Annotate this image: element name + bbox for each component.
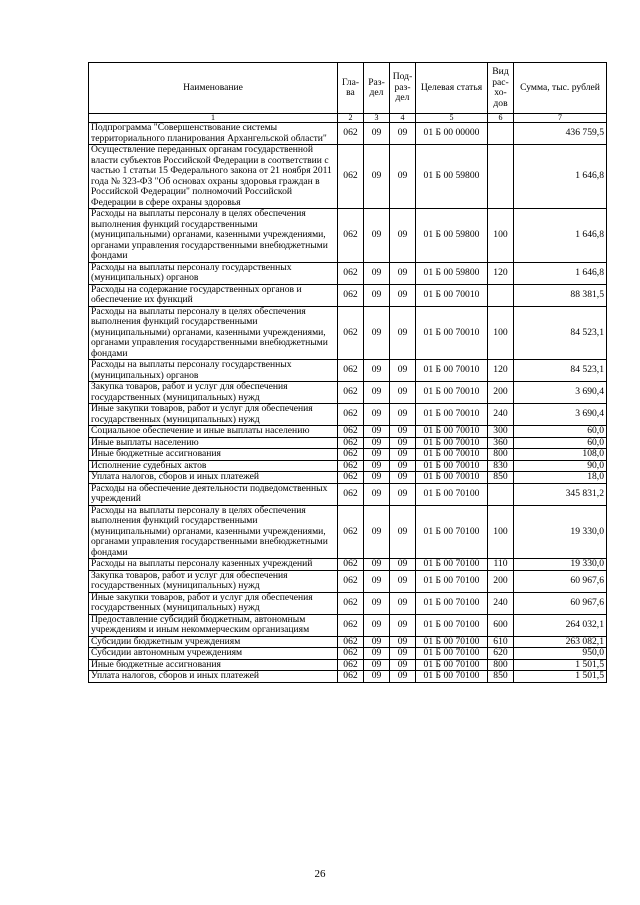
cell-section: 09: [364, 209, 390, 263]
cell-name: Закупка товаров, работ и услуг для обеспечения государственных (муниципальных) нужд: [89, 570, 338, 592]
cell-section: 09: [364, 262, 390, 284]
cell-section: 09: [364, 636, 390, 648]
cell-target: 01 Б 00 70010: [416, 472, 488, 484]
header-subsection: Под-раз-дел: [390, 63, 416, 114]
column-number: 4: [390, 114, 416, 123]
cell-section: 09: [364, 306, 390, 360]
cell-section: 09: [364, 483, 390, 505]
cell-expense-type: 800: [488, 659, 514, 671]
cell-expense-type: [488, 145, 514, 209]
cell-chapter: 062: [338, 559, 364, 571]
cell-subsection: 09: [390, 123, 416, 145]
cell-name: Подпрограмма "Совершенствование системы территориального планирования Архангельской области": [89, 123, 338, 145]
cell-section: 09: [364, 559, 390, 571]
table-row: [89, 570, 607, 592]
cell-target: 01 Б 00 70100: [416, 505, 488, 559]
cell-expense-type: 240: [488, 592, 514, 614]
cell-chapter: 062: [338, 483, 364, 505]
cell-expense-type: 360: [488, 437, 514, 449]
cell-subsection: 09: [390, 426, 416, 438]
cell-amount: 60 967,6: [514, 570, 607, 592]
cell-subsection: 09: [390, 483, 416, 505]
cell-amount: 84 523,1: [514, 306, 607, 360]
cell-target: 01 Б 00 70010: [416, 460, 488, 472]
cell-section: 09: [364, 284, 390, 306]
cell-chapter: 062: [338, 123, 364, 145]
cell-amount: 19 330,0: [514, 559, 607, 571]
cell-target: 01 Б 00 70010: [416, 437, 488, 449]
table-row: [89, 306, 607, 360]
header-row: [89, 63, 607, 114]
cell-name: Расходы на выплаты персоналу государственных (муниципальных) органов: [89, 360, 338, 382]
cell-section: 09: [364, 426, 390, 438]
cell-expense-type: 850: [488, 671, 514, 683]
cell-amount: 60 967,6: [514, 592, 607, 614]
cell-target: 01 Б 00 70100: [416, 648, 488, 660]
cell-chapter: 062: [338, 426, 364, 438]
cell-subsection: 09: [390, 360, 416, 382]
cell-name: Расходы на выплаты персоналу казенных учреждений: [89, 559, 338, 571]
cell-name: Иные бюджетные ассигнования: [89, 449, 338, 461]
cell-chapter: 062: [338, 570, 364, 592]
cell-amount: 60,0: [514, 437, 607, 449]
cell-target: 01 Б 00 70100: [416, 636, 488, 648]
header-name: Наименование: [89, 63, 338, 114]
cell-expense-type: 120: [488, 262, 514, 284]
cell-name: Расходы на выплаты персоналу в целях обеспечения выполнения функций государственными (муниципальными) органами, казенными учреждениями, органами управления государственными внебюджетными фондами: [89, 209, 338, 263]
cell-section: 09: [364, 437, 390, 449]
cell-chapter: 062: [338, 284, 364, 306]
cell-amount: 345 831,2: [514, 483, 607, 505]
cell-amount: 1 646,8: [514, 145, 607, 209]
cell-target: 01 Б 00 70100: [416, 671, 488, 683]
cell-expense-type: 610: [488, 636, 514, 648]
cell-subsection: 09: [390, 306, 416, 360]
cell-target: 01 Б 00 59800: [416, 262, 488, 284]
cell-amount: 19 330,0: [514, 505, 607, 559]
cell-amount: 436 759,5: [514, 123, 607, 145]
cell-section: 09: [364, 648, 390, 660]
cell-section: 09: [364, 472, 390, 484]
cell-section: 09: [364, 614, 390, 636]
cell-target: 01 Б 00 70100: [416, 570, 488, 592]
cell-subsection: 09: [390, 636, 416, 648]
header-expense-type: Вид рас-хо-дов: [488, 63, 514, 114]
cell-subsection: 09: [390, 145, 416, 209]
cell-section: 09: [364, 360, 390, 382]
cell-chapter: 062: [338, 437, 364, 449]
cell-name: Расходы на выплаты персоналу в целях обеспечения выполнения функций государственными (муниципальными) органами, казенными учреждениями, органами управления государственными внебюджетными фондами: [89, 505, 338, 559]
cell-expense-type: [488, 123, 514, 145]
cell-amount: 263 082,1: [514, 636, 607, 648]
table-body: [89, 123, 607, 683]
cell-expense-type: 600: [488, 614, 514, 636]
cell-chapter: 062: [338, 614, 364, 636]
cell-subsection: 09: [390, 592, 416, 614]
header-section: Раз-дел: [364, 63, 390, 114]
cell-subsection: 09: [390, 382, 416, 404]
cell-chapter: 062: [338, 449, 364, 461]
cell-name: Иные бюджетные ассигнования: [89, 659, 338, 671]
header-amount: Сумма, тыс. рублей: [514, 63, 607, 114]
cell-subsection: 09: [390, 659, 416, 671]
cell-name: Уплата налогов, сборов и иных платежей: [89, 472, 338, 484]
cell-target: 01 Б 00 70100: [416, 559, 488, 571]
header-chapter: Гла-ва: [338, 63, 364, 114]
table-row: [89, 659, 607, 671]
table-row: [89, 262, 607, 284]
cell-section: 09: [364, 570, 390, 592]
cell-expense-type: 300: [488, 426, 514, 438]
cell-subsection: 09: [390, 460, 416, 472]
column-number: 6: [488, 114, 514, 123]
cell-amount: 1 501,5: [514, 671, 607, 683]
cell-name: Расходы на содержание государственных органов и обеспечение их функций: [89, 284, 338, 306]
cell-name: Уплата налогов, сборов и иных платежей: [89, 671, 338, 683]
cell-target: 01 Б 00 70010: [416, 382, 488, 404]
cell-expense-type: 800: [488, 449, 514, 461]
cell-name: Расходы на выплаты персоналу в целях обеспечения выполнения функций государственными (муниципальными) органами, казенными учреждениями, органами управления государственными внебюджетными фондами: [89, 306, 338, 360]
cell-section: 09: [364, 145, 390, 209]
cell-target: 01 Б 00 59800: [416, 145, 488, 209]
table-row: [89, 145, 607, 209]
cell-chapter: 062: [338, 262, 364, 284]
cell-name: Иные закупки товаров, работ и услуг для обеспечения государственных (муниципальных) нужд: [89, 404, 338, 426]
table-row: [89, 592, 607, 614]
cell-target: 01 Б 00 70100: [416, 483, 488, 505]
table-row: [89, 426, 607, 438]
cell-subsection: 09: [390, 671, 416, 683]
cell-amount: 60,0: [514, 426, 607, 438]
table-row: [89, 472, 607, 484]
cell-chapter: 062: [338, 648, 364, 660]
cell-chapter: 062: [338, 460, 364, 472]
cell-section: 09: [364, 671, 390, 683]
cell-expense-type: 200: [488, 570, 514, 592]
cell-section: 09: [364, 382, 390, 404]
cell-name: Предоставление субсидий бюджетным, автономным учреждениям и иным некоммерческим организациям: [89, 614, 338, 636]
cell-section: 09: [364, 659, 390, 671]
cell-target: 01 Б 00 70100: [416, 592, 488, 614]
cell-chapter: 062: [338, 671, 364, 683]
table-row: [89, 123, 607, 145]
cell-subsection: 09: [390, 648, 416, 660]
cell-target: 01 Б 00 70010: [416, 360, 488, 382]
cell-chapter: 062: [338, 659, 364, 671]
cell-amount: 84 523,1: [514, 360, 607, 382]
table-row: [89, 505, 607, 559]
cell-chapter: 062: [338, 592, 364, 614]
cell-chapter: 062: [338, 360, 364, 382]
cell-target: 01 Б 00 70100: [416, 614, 488, 636]
table-row: [89, 284, 607, 306]
cell-chapter: 062: [338, 404, 364, 426]
cell-chapter: 062: [338, 209, 364, 263]
table-row: [89, 209, 607, 263]
cell-section: 09: [364, 460, 390, 472]
cell-name: Субсидии бюджетным учреждениям: [89, 636, 338, 648]
column-number: 5: [416, 114, 488, 123]
table-row: [89, 671, 607, 683]
table-row: [89, 382, 607, 404]
cell-expense-type: 200: [488, 382, 514, 404]
column-number: 3: [364, 114, 390, 123]
budget-table: [88, 62, 607, 683]
cell-expense-type: 100: [488, 306, 514, 360]
cell-amount: 950,0: [514, 648, 607, 660]
cell-subsection: 09: [390, 505, 416, 559]
cell-subsection: 09: [390, 262, 416, 284]
column-number: 1: [89, 114, 338, 123]
cell-subsection: 09: [390, 209, 416, 263]
table-row: [89, 636, 607, 648]
cell-name: Расходы на выплаты персоналу государственных (муниципальных) органов: [89, 262, 338, 284]
cell-subsection: 09: [390, 437, 416, 449]
cell-section: 09: [364, 449, 390, 461]
cell-chapter: 062: [338, 505, 364, 559]
cell-subsection: 09: [390, 570, 416, 592]
cell-target: 01 Б 00 70010: [416, 306, 488, 360]
cell-subsection: 09: [390, 559, 416, 571]
cell-amount: 1 501,5: [514, 659, 607, 671]
cell-name: Осуществление переданных органам государственной власти субъектов Российской Федерации в соответствии с частью 1 статьи 15 Федерального закона от 21 ноября 2011 года № 323-ФЗ "Об основах охраны здоровья граждан в Российской Федерации" полномочий Российской Федерации в сфере охраны здоровья: [89, 145, 338, 209]
cell-target: 01 Б 00 70010: [416, 284, 488, 306]
cell-target: 01 Б 00 70010: [416, 449, 488, 461]
cell-name: Закупка товаров, работ и услуг для обеспечения государственных (муниципальных) нужд: [89, 382, 338, 404]
cell-section: 09: [364, 123, 390, 145]
cell-chapter: 062: [338, 145, 364, 209]
cell-expense-type: 100: [488, 209, 514, 263]
cell-amount: 90,0: [514, 460, 607, 472]
cell-name: Расходы на обеспечение деятельности подведомственных учреждений: [89, 483, 338, 505]
cell-chapter: 062: [338, 636, 364, 648]
cell-chapter: 062: [338, 382, 364, 404]
cell-expense-type: 120: [488, 360, 514, 382]
cell-name: Иные закупки товаров, работ и услуг для обеспечения государственных (муниципальных) нужд: [89, 592, 338, 614]
cell-amount: 3 690,4: [514, 404, 607, 426]
cell-target: 01 Б 00 70010: [416, 404, 488, 426]
cell-name: Субсидии автономным учреждениям: [89, 648, 338, 660]
table-row: [89, 449, 607, 461]
cell-expense-type: 830: [488, 460, 514, 472]
cell-amount: 3 690,4: [514, 382, 607, 404]
cell-name: Социальное обеспечение и иные выплаты населению: [89, 426, 338, 438]
cell-expense-type: 620: [488, 648, 514, 660]
cell-expense-type: 100: [488, 505, 514, 559]
cell-target: 01 Б 00 00000: [416, 123, 488, 145]
table-row: [89, 559, 607, 571]
header-target: Целевая статья: [416, 63, 488, 114]
cell-section: 09: [364, 404, 390, 426]
table-row: [89, 614, 607, 636]
cell-expense-type: 110: [488, 559, 514, 571]
cell-subsection: 09: [390, 449, 416, 461]
table-row: [89, 437, 607, 449]
cell-amount: 108,0: [514, 449, 607, 461]
page-number: 26: [314, 868, 326, 880]
cell-target: 01 Б 00 59800: [416, 209, 488, 263]
cell-target: 01 Б 00 70010: [416, 426, 488, 438]
cell-section: 09: [364, 505, 390, 559]
table-row: [89, 404, 607, 426]
cell-subsection: 09: [390, 404, 416, 426]
table-row: [89, 360, 607, 382]
table-row: [89, 460, 607, 472]
cell-subsection: 09: [390, 614, 416, 636]
cell-amount: 1 646,8: [514, 209, 607, 263]
cell-expense-type: 850: [488, 472, 514, 484]
cell-expense-type: [488, 284, 514, 306]
table-row: [89, 648, 607, 660]
cell-amount: 18,0: [514, 472, 607, 484]
column-number: 7: [514, 114, 607, 123]
cell-subsection: 09: [390, 472, 416, 484]
cell-name: Исполнение судебных актов: [89, 460, 338, 472]
cell-amount: 1 646,8: [514, 262, 607, 284]
cell-chapter: 062: [338, 472, 364, 484]
cell-subsection: 09: [390, 284, 416, 306]
cell-name: Иные выплаты населению: [89, 437, 338, 449]
cell-chapter: 062: [338, 306, 364, 360]
table-row: [89, 483, 607, 505]
cell-target: 01 Б 00 70100: [416, 659, 488, 671]
cell-expense-type: 240: [488, 404, 514, 426]
cell-section: 09: [364, 592, 390, 614]
cell-amount: 88 381,5: [514, 284, 607, 306]
cell-amount: 264 032,1: [514, 614, 607, 636]
column-number: 2: [338, 114, 364, 123]
cell-expense-type: [488, 483, 514, 505]
